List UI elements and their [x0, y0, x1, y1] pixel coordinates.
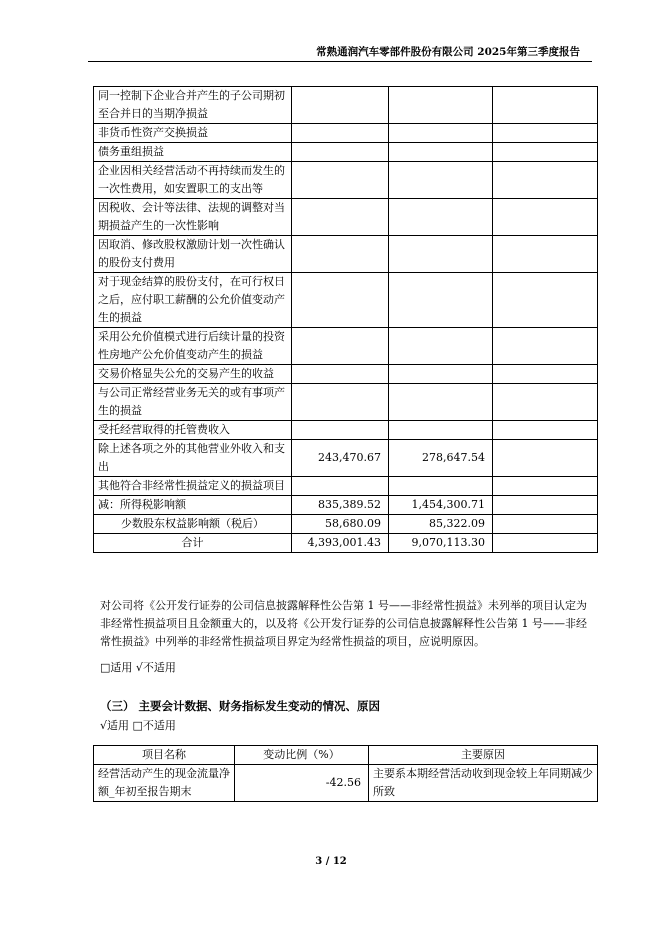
total-label: 合计	[94, 534, 292, 553]
row-current-value	[292, 162, 389, 199]
row-current-value	[292, 421, 389, 440]
table-row	[94, 143, 598, 162]
minority-ytd-value: 85,322.09	[389, 515, 493, 534]
explanation-paragraph: 对公司将《公开发行证券的公司信息披露解释性公告第 1 号——非经常性损益》未列举的项目认定为非经常性损益项目且金额重大的，以及将《公开发行证券的公司信息披露解释性公告第 1 号——非经常性损益》中列举的非经常性损益项目界定为经常性损益的项目，应说明原因。	[100, 599, 587, 648]
row-current-value	[292, 273, 389, 328]
table-row	[94, 440, 598, 477]
row-item-label: 其他符合非经常性损益定义的损益项目	[94, 477, 292, 496]
minority-note	[493, 515, 598, 534]
change-item-name: 经营活动产生的现金流量净额_年初至报告期末	[94, 765, 235, 802]
row-current-value	[292, 124, 389, 143]
header-change-ratio: 变动比例（%）	[235, 746, 369, 765]
tax-current-value: 835,389.52	[292, 496, 389, 515]
row-ytd-value	[389, 328, 493, 365]
row-current-value: 243,470.67	[292, 440, 389, 477]
row-current-value	[292, 236, 389, 273]
row-item-label: 因税收、会计等法律、法规的调整对当期损益产生的一次性影响	[94, 199, 292, 236]
row-note	[493, 477, 598, 496]
row-note	[493, 384, 598, 421]
row-ytd-value	[389, 421, 493, 440]
minority-label: 少数股东权益影响额（税后）	[94, 515, 292, 534]
table-row	[94, 162, 598, 199]
header-item-name: 项目名称	[94, 746, 235, 765]
row-ytd-value: 278,647.54	[389, 440, 493, 477]
row-note	[493, 162, 598, 199]
table-row	[94, 236, 598, 273]
table-row	[94, 273, 598, 328]
change-reason: 主要系本期经营活动收到现金较上年同期减少所致	[369, 765, 598, 802]
section-title: （三） 主要会计数据、财务指标发生变动的情况、原因	[100, 699, 381, 713]
table-row	[94, 199, 598, 236]
row-ytd-value	[389, 236, 493, 273]
row-current-value	[292, 199, 389, 236]
row-item-label: 除上述各项之外的其他营业外收入和支出	[94, 440, 292, 477]
total-current-value: 4,393,001.43	[292, 534, 389, 553]
total-note	[493, 534, 598, 553]
tax-ytd-value: 1,454,300.71	[389, 496, 493, 515]
non-recurring-items-table	[93, 86, 598, 553]
minority-row	[94, 515, 598, 534]
table-row	[94, 365, 598, 384]
row-item-label: 非货币性资产交换损益	[94, 124, 292, 143]
row-item-label: 与公司正常经营业务无关的或有事项产生的损益	[94, 384, 292, 421]
row-note	[493, 124, 598, 143]
table-row	[94, 477, 598, 496]
row-ytd-value	[389, 143, 493, 162]
header-divider	[88, 61, 592, 62]
change-ratio-value: -42.56	[235, 765, 369, 802]
header-main-reason: 主要原因	[369, 746, 598, 765]
row-current-value	[292, 328, 389, 365]
row-note	[493, 421, 598, 440]
row-note	[493, 236, 598, 273]
report-header: 常熟通润汽车零部件股份有限公司 2025年第三季度报告	[316, 46, 580, 58]
row-note	[493, 199, 598, 236]
row-ytd-value	[389, 162, 493, 199]
table-row	[94, 765, 598, 802]
row-item-label: 采用公允价值模式进行后续计量的投资性房地产公允价值变动产生的损益	[94, 328, 292, 365]
total-ytd-value: 9,070,113.30	[389, 534, 493, 553]
row-item-label: 交易价格显失公允的交易产生的收益	[94, 365, 292, 384]
row-item-label: 企业因相关经营活动不再持续而发生的一次性费用，如安置职工的支出等	[94, 162, 292, 199]
row-current-value	[292, 477, 389, 496]
row-item-label: 同一控制下企业合并产生的子公司期初至合并日的当期净损益	[94, 87, 292, 124]
page-number: 3 / 12	[315, 856, 347, 867]
tax-note	[493, 496, 598, 515]
row-item-label: 因取消、修改股权激励计划一次性确认的股份支付费用	[94, 236, 292, 273]
row-note	[493, 273, 598, 328]
row-ytd-value	[389, 365, 493, 384]
row-ytd-value	[389, 273, 493, 328]
change-reason-table	[93, 745, 598, 802]
row-item-label: 对于现金结算的股份支付，在可行权日之后，应付职工薪酬的公允价值变动产生的损益	[94, 273, 292, 328]
row-item-label: 债务重组损益	[94, 143, 292, 162]
total-row	[94, 534, 598, 553]
row-note	[493, 143, 598, 162]
row-ytd-value	[389, 477, 493, 496]
table-row	[94, 421, 598, 440]
row-note	[493, 87, 598, 124]
row-current-value	[292, 87, 389, 124]
table-row	[94, 87, 598, 124]
tax-label: 减：所得税影响额	[94, 496, 292, 515]
table-header-row	[94, 746, 598, 765]
table-row	[94, 384, 598, 421]
applicability-checkbox-2: √适用 □不适用	[100, 719, 176, 732]
row-current-value	[292, 365, 389, 384]
applicability-checkbox-1: □适用 √不适用	[100, 661, 176, 674]
row-item-label: 受托经营取得的托管费收入	[94, 421, 292, 440]
row-ytd-value	[389, 124, 493, 143]
row-ytd-value	[389, 87, 493, 124]
table-row	[94, 124, 598, 143]
tax-row	[94, 496, 598, 515]
table-row	[94, 328, 598, 365]
minority-current-value: 58,680.09	[292, 515, 389, 534]
row-current-value	[292, 384, 389, 421]
row-ytd-value	[389, 384, 493, 421]
row-current-value	[292, 143, 389, 162]
row-ytd-value	[389, 199, 493, 236]
row-note	[493, 365, 598, 384]
row-note	[493, 440, 598, 477]
row-note	[493, 328, 598, 365]
